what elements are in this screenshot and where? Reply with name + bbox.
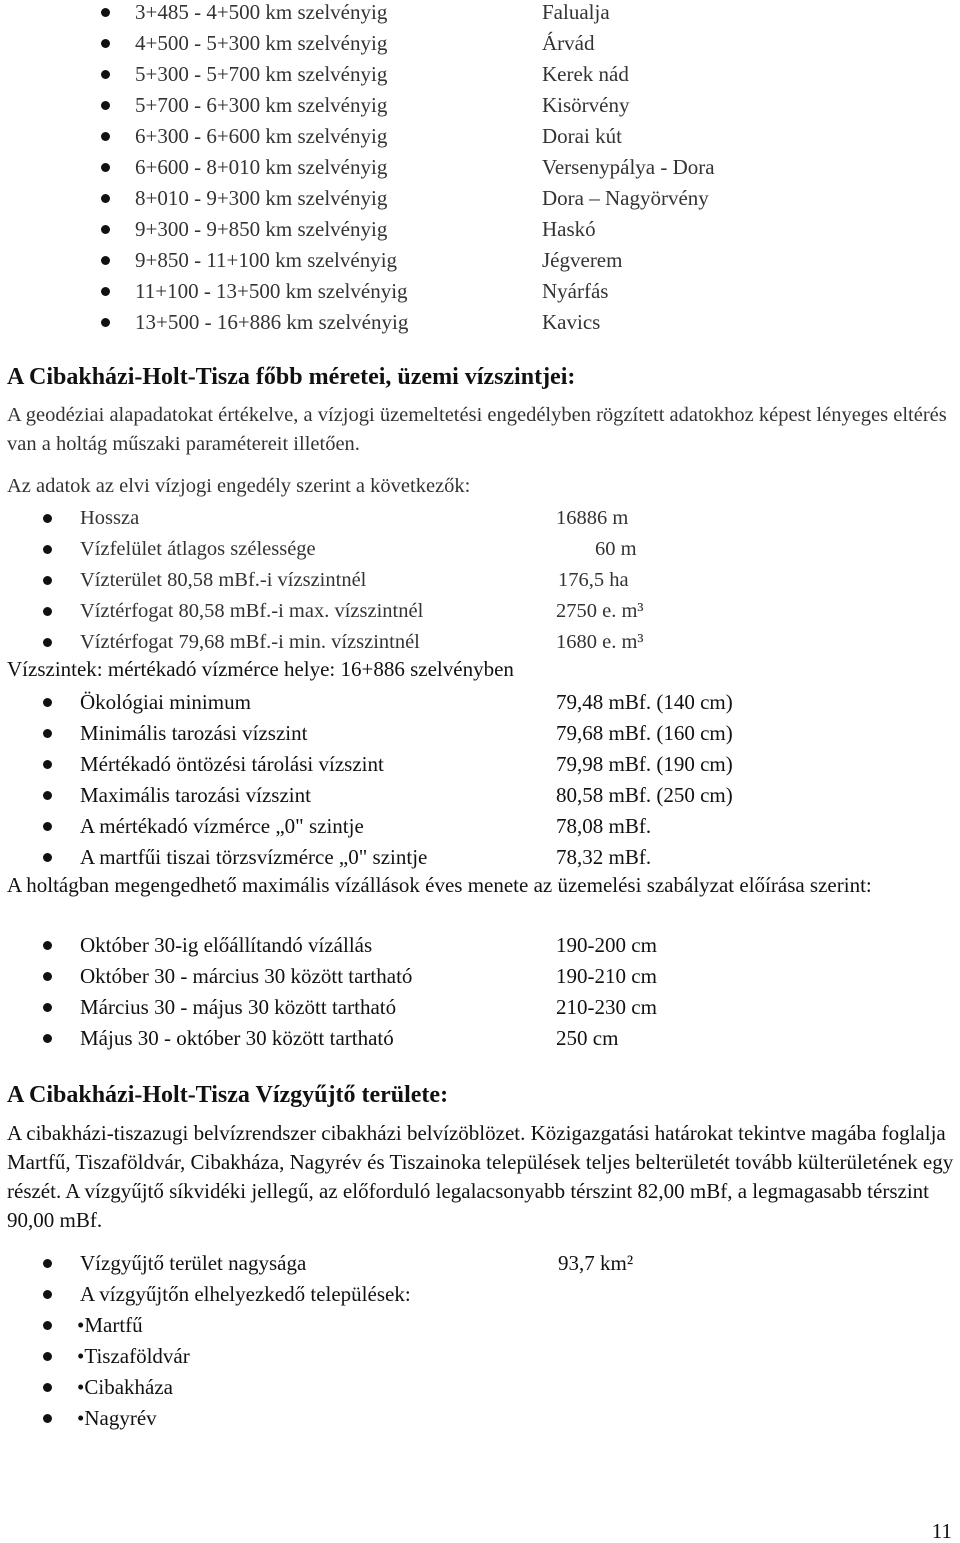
segment-range: 11+100 - 13+500 km szelvényig (135, 279, 408, 303)
list-item (0, 780, 960, 811)
settlements-label: A vízgyűjtőn elhelyezkedő települések: (80, 1282, 411, 1306)
segment-range: 13+500 - 16+886 km szelvényig (135, 310, 409, 334)
level-label: Maximális tarozási vízszint (80, 783, 311, 807)
bullet-icon (101, 318, 110, 327)
bullet-icon (101, 287, 110, 296)
bullet-icon (43, 1383, 52, 1392)
bullet-icon (101, 256, 110, 265)
list-item (0, 718, 960, 749)
bullet-icon (43, 514, 52, 523)
segment-range: 5+700 - 6+300 km szelvényig (135, 93, 388, 117)
seasonal-label: Május 30 - október 30 között tartható (80, 1026, 394, 1050)
list-item (0, 307, 960, 338)
segment-range: 9+850 - 11+100 km szelvényig (135, 248, 398, 272)
dimension-value: 2750 e. m³ (556, 600, 644, 622)
bullet-icon (43, 1352, 52, 1361)
seasonal-value: 190-210 cm (556, 964, 657, 988)
list-item (0, 0, 960, 28)
bullet-icon (43, 972, 52, 981)
list-item (0, 90, 960, 121)
bullet-icon (101, 70, 110, 79)
bullet-icon (43, 941, 52, 950)
segment-place: Nyárfás (542, 279, 609, 303)
bullet-icon (43, 853, 52, 862)
seasonal-intro: A holtágban megengedhető maximális vízállások éves menete az üzemelési szabályzat előírása szerint: (7, 873, 872, 897)
seasonal-label: Október 30 - március 30 között tartható (80, 964, 413, 988)
bullet-icon (43, 576, 52, 585)
list-item (0, 1403, 960, 1434)
bullet-icon (43, 1321, 52, 1330)
list-item (0, 687, 960, 718)
bullet-icon (101, 39, 110, 48)
segment-place: Dorai kút (542, 124, 622, 148)
bullet-icon (43, 791, 52, 800)
seasonal-value: 250 cm (556, 1026, 619, 1050)
segment-range: 8+010 - 9+300 km szelvényig (135, 186, 388, 210)
segment-place: Dora – Nagyörvény (542, 186, 709, 210)
settlement-name: •Tiszaföldvár (77, 1344, 190, 1368)
segment-place: Kisörvény (542, 93, 630, 117)
segment-place: Jégverem (542, 248, 623, 272)
list-item (0, 59, 960, 90)
segment-range: 3+485 - 4+500 km szelvényig (135, 0, 388, 24)
level-value: 78,32 mBf. (556, 845, 652, 869)
segment-range: 9+300 - 9+850 km szelvényig (135, 217, 388, 241)
dimension-value: 60 m (595, 538, 637, 560)
level-value: 78,08 mBf. (556, 814, 652, 838)
list-item (0, 245, 960, 276)
dimension-value: 16886 m (556, 507, 629, 529)
settlement-name: •Martfű (77, 1313, 143, 1337)
bullet-icon (43, 1259, 52, 1268)
segment-place: Kerek nád (542, 62, 629, 86)
bullet-icon (101, 8, 110, 17)
segment-place: Versenypálya - Dora (542, 155, 715, 179)
settlement-name: •Nagyrév (77, 1406, 157, 1430)
catchment-paragraph: A cibakházi-tiszazugi belvízrendszer cibakházi belvízöblözet. Közigazgatási határokat tekintve magába foglalja Martfű, Tiszaföldvár, Cibakháza, Nagyrév és Tiszainoka települések teljes belterületét tovább külterületének egy részét. A vízgyűjtő síkvidéki jellegű, az előforduló legalacsonyabb térszint 82,00 mBf, a legmagasabb térszint 90,00 mBf. (7, 1121, 954, 1232)
segment-place: Falualja (542, 0, 610, 24)
dimension-label: Vízterület 80,58 mBf.-i vízszintnél (80, 569, 367, 591)
dimension-label: Víztérfogat 79,68 mBf.-i min. vízszintnél (80, 631, 420, 653)
dimension-label: Vízfelület átlagos szélessége (80, 538, 316, 560)
level-value: 80,58 mBf. (250 cm) (556, 783, 733, 807)
segment-range: 5+300 - 5+700 km szelvényig (135, 62, 388, 86)
settlement-name: •Cibakháza (77, 1375, 173, 1399)
level-label: Ökológiai minimum (80, 690, 251, 714)
segment-place: Haskó (542, 217, 596, 241)
dimension-value: 1680 e. m³ (556, 631, 644, 653)
list-item (0, 930, 960, 961)
bullet-icon (43, 729, 52, 738)
bullet-icon (43, 638, 52, 647)
area-label: Vízgyűjtő terület nagysága (80, 1251, 307, 1275)
bullet-icon (43, 1034, 52, 1043)
seasonal-value: 210-230 cm (556, 995, 657, 1019)
data-intro: Az adatok az elvi vízjogi engedély szerint a következők: (7, 475, 471, 497)
level-label: Minimális tarozási vízszint (80, 721, 308, 745)
segment-place: Kavics (542, 310, 601, 334)
bullet-icon (43, 545, 52, 554)
list-item (0, 596, 960, 627)
bullet-icon (101, 132, 110, 141)
level-value: 79,48 mBf. (140 cm) (556, 690, 733, 714)
list-item (0, 121, 960, 152)
list-item (0, 152, 960, 183)
intro-paragraph: A geodéziai alapadatokat értékelve, a vízjogi üzemeltetési engedélyben rögzített adatokhoz képest lényeges eltérés van a holtág műszaki paramétereit illetően. (7, 404, 947, 455)
level-label: Mértékadó öntözési tárolási vízszint (80, 752, 384, 776)
list-item (0, 503, 960, 534)
list-item (0, 992, 960, 1023)
bullet-icon (43, 760, 52, 769)
bullet-icon (43, 822, 52, 831)
segment-place: Árvád (542, 31, 595, 55)
bullet-icon (101, 163, 110, 172)
list-item (0, 1248, 960, 1279)
area-value: 93,7 km² (558, 1251, 634, 1275)
dimension-value: 176,5 ha (558, 569, 629, 591)
bullet-icon (101, 225, 110, 234)
seasonal-label: Március 30 - május 30 között tartható (80, 995, 397, 1019)
dimension-label: Hossza (80, 507, 140, 529)
level-value: 79,98 mBf. (190 cm) (556, 752, 733, 776)
list-item (0, 534, 960, 565)
list-item (0, 183, 960, 214)
section-heading: A Cibakházi-Holt-Tisza Vízgyűjtő területe: (7, 1082, 449, 1108)
list-item (0, 1372, 960, 1403)
list-item (0, 961, 960, 992)
list-item (0, 1341, 960, 1372)
seasonal-value: 190-200 cm (556, 933, 657, 957)
bullet-icon (101, 101, 110, 110)
list-item (0, 1023, 960, 1054)
list-item (0, 1279, 960, 1310)
segment-range: 6+600 - 8+010 km szelvényig (135, 155, 388, 179)
bullet-icon (43, 1414, 52, 1423)
list-item (0, 842, 960, 873)
bullet-icon (43, 607, 52, 616)
levels-intro: Vízszintek: mértékadó vízmérce helye: 16+886 szelvényben (7, 657, 514, 681)
bullet-icon (43, 1003, 52, 1012)
bullet-icon (43, 698, 52, 707)
list-item (0, 28, 960, 59)
list-item (0, 811, 960, 842)
list-item (0, 749, 960, 780)
level-label: A mértékadó vízmérce „0" szintje (80, 814, 364, 838)
page-number: 11 (931, 1519, 952, 1543)
section-heading: A Cibakházi-Holt-Tisza főbb méretei, üzemi vízszintjei: (7, 364, 576, 390)
list-item (0, 1310, 960, 1341)
list-item (0, 214, 960, 245)
list-item (0, 565, 960, 596)
list-item (0, 276, 960, 307)
bullet-icon (43, 1290, 52, 1299)
list-item (0, 627, 960, 658)
segment-range: 6+300 - 6+600 km szelvényig (135, 124, 388, 148)
level-value: 79,68 mBf. (160 cm) (556, 721, 733, 745)
level-label: A martfűi tiszai törzsvízmérce „0" szintje (80, 845, 428, 869)
bullet-icon (101, 194, 110, 203)
dimension-label: Víztérfogat 80,58 mBf.-i max. vízszintnél (80, 600, 424, 622)
segment-range: 4+500 - 5+300 km szelvényig (135, 31, 388, 55)
seasonal-label: Október 30-ig előállítandó vízállás (80, 933, 373, 957)
